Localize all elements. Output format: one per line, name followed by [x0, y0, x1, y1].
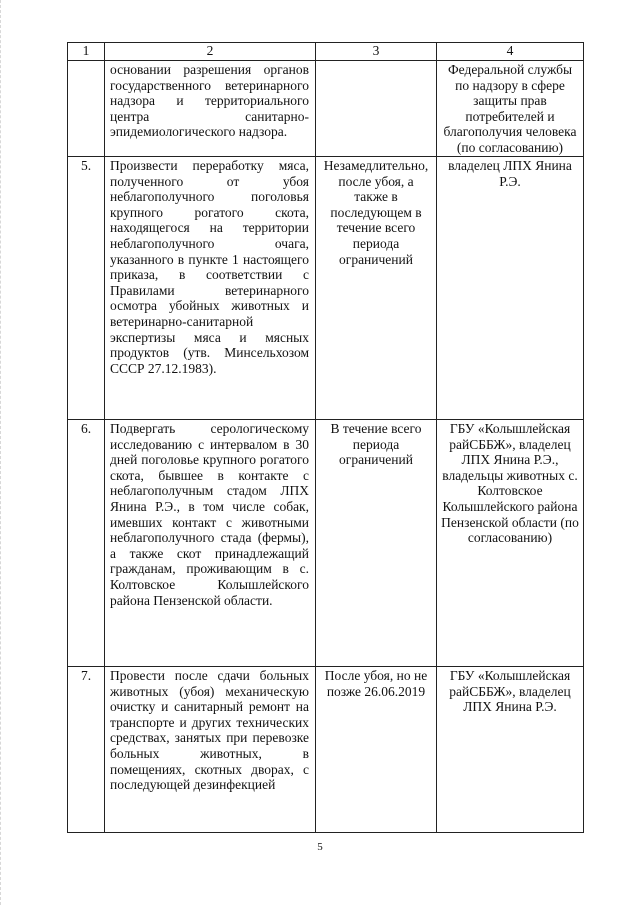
- header-col-1: 1: [68, 43, 105, 61]
- row-number-cell: [68, 61, 105, 157]
- action-text: Подвергать серологическому исследованию с интервалом в 30 дней поголовье крупного рогатого скота, бывшее в контакте с неблагополучным стадом ЛПХ Янина Р.Э., в том числе собак, имевших контакт с животными неблагополучного стада (фермы), а также скот принадлежащий гражданам, проживающим в с. Колтовское Колышлейского района Пензенской области.: [110, 421, 309, 608]
- action-text: основании разрешения органов государственного ветеринарного надзора и территориального центра санитарно-эпидемиологического надзора.: [110, 62, 309, 140]
- responsible-cell: [437, 157, 584, 420]
- responsible-text: владелец ЛПХ Янина Р.Э.: [448, 158, 572, 189]
- action-cell: [105, 667, 316, 833]
- responsible-cell: [437, 667, 584, 833]
- measures-table: [67, 42, 584, 833]
- term-cell: [316, 420, 437, 667]
- term-cell: [316, 61, 437, 157]
- responsible-text: ГБУ «Колышлейская райСББЖ», владелец ЛПХ Янина Р.Э.: [449, 668, 571, 715]
- action-cell: [105, 420, 316, 667]
- term-text: [316, 61, 436, 62]
- row-number: 5.: [80, 158, 92, 173]
- term-cell: [316, 157, 437, 420]
- table-row-7: [68, 667, 584, 833]
- action-cell: [105, 61, 316, 157]
- responsible-text: Федеральной службы по надзору в сфере защиты прав потребителей и благополучия человека (по согласованию): [443, 62, 577, 155]
- term-cell: [316, 667, 437, 833]
- responsible-cell: [437, 420, 584, 667]
- table-row-6: [68, 420, 584, 667]
- table-row-continuation: [68, 61, 584, 157]
- responsible-text: ГБУ «Колышлейская райСББЖ», владелец ЛПХ Янина Р.Э., владельцы животных с. Колтовское Колышлейского района Пензенской области (по согласованию): [441, 421, 579, 546]
- page-number: 5: [317, 841, 323, 853]
- table-header-row: [68, 43, 584, 61]
- term-text: Незамедлительно, после убоя, а также в последующем в течение всего периода ограничений: [323, 158, 429, 267]
- term-text: После убоя, но не позже 26.06.2019: [324, 668, 428, 699]
- action-cell: [105, 157, 316, 420]
- header-col-4: 4: [437, 43, 584, 61]
- row-number-cell: [68, 667, 105, 833]
- row-number: 6.: [80, 421, 92, 436]
- header-col-3: 3: [316, 43, 437, 61]
- row-number-cell: [68, 420, 105, 667]
- responsible-cell: [437, 61, 584, 157]
- page-edge: [0, 0, 7, 905]
- table-row-5: [68, 157, 584, 420]
- term-text: В течение всего периода ограничений: [330, 421, 422, 468]
- row-number-cell: [68, 157, 105, 420]
- row-number: 7.: [80, 668, 92, 683]
- action-text: Провести после сдачи больных животных (убоя) механическую очистку и санитарный ремонт на транспорте и других технических средствах, занятых при перевозке больных животных, в помещениях, скотных дворах, с последующей дезинфекцией: [110, 668, 309, 793]
- header-col-2: 2: [105, 43, 316, 61]
- action-text: Произвести переработку мяса, полученного от убоя неблагополучного поголовья крупного рогатого скота, находящегося на территории неблагополучного очага, указанного в пункте 1 настоящего приказа, в соответствии с Правилами ветеринарного осмотра убойных животных и ветеринарно-санитарной экспертизы мяса и мясных продуктов (утв. Минсельхозом СССР 27.12.1983).: [110, 158, 309, 376]
